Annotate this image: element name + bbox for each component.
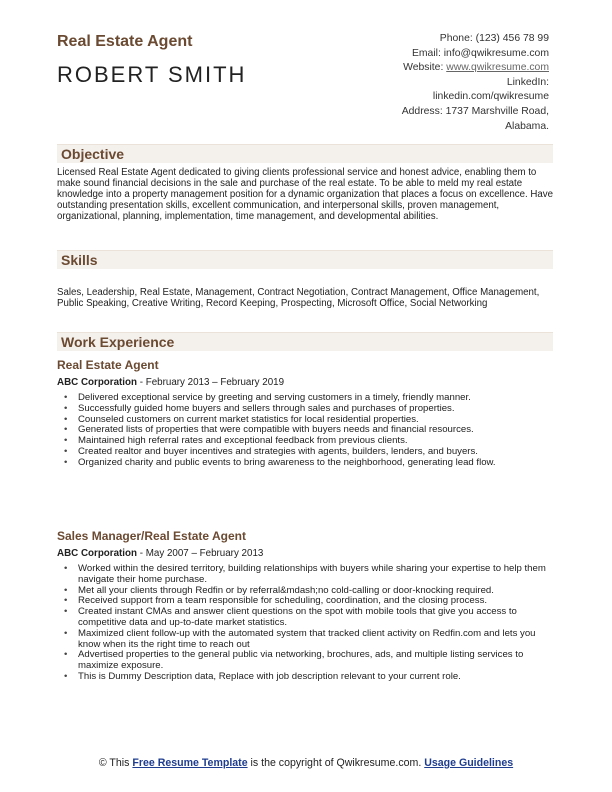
footer-middle: is the copyright of Qwikresume.com.	[247, 757, 425, 769]
list-item: • Successfully guided home buyers and sellers through sales and purchases of properties.	[64, 404, 552, 415]
list-item: • Delivered exceptional service by greeting and serving customers in a timely, friendly manner.	[64, 393, 552, 404]
job-1-dates: - February 2013 – February 2019	[137, 377, 285, 388]
resume-header	[0, 0, 612, 130]
list-item: • Worked within the desired territory, building relationships with buyers while sharing your expertise to help them navigate their home purchase.	[64, 564, 552, 586]
job-1-bullets	[64, 393, 552, 469]
list-item: • Counseled customers on current market statistics for local residential properties.	[64, 415, 552, 426]
website-link[interactable]: www.qwikresume.com	[446, 62, 549, 74]
work-section-bar	[57, 332, 553, 351]
skills-text: Sales, Leadership, Real Estate, Management, Contract Negotiation, Contract Management, Office Management, Public Speaking, Creative Writing, Record Keeping, Prospecting, Microsoft Office, Social Networking	[57, 287, 540, 309]
address-label: Address:	[401, 105, 443, 117]
list-item: • Met all your clients through Redfin or by referral&mdash;no cold-calling or door-knocking required.	[64, 586, 552, 597]
list-item: • This is Dummy Description data, Replace with job description relevant to your current role.	[64, 672, 552, 683]
email-value: info@qwikresume.com	[443, 47, 549, 59]
website-label: Website:	[403, 62, 444, 74]
job-1-company-line	[57, 377, 284, 388]
address-line-2: Alabama.	[505, 120, 549, 132]
header-job-title: Real Estate Agent	[57, 33, 193, 50]
list-item: • Maximized client follow-up with the automated system that tracked client activity on Redfin.com and lets you know when its the right time to reach out	[64, 629, 552, 651]
footer-prefix: © This	[98, 757, 133, 769]
linkedin-value: linkedin.com/qwikresume	[432, 91, 549, 103]
job-2-dates: - May 2007 – February 2013	[137, 548, 264, 559]
objective-section-bar	[57, 144, 553, 163]
objective-heading: Objective	[61, 146, 125, 162]
job-2-company-line	[57, 548, 263, 559]
list-item: • Created instant CMAs and answer client questions on the spot with mobile tools that give you access to competitive data and up-to-date market statistics.	[64, 607, 552, 629]
list-item: • Created realtor and buyer incentives and strategies with agents, builders, lenders, and buyers.	[64, 447, 552, 458]
copyright-footer	[80, 757, 532, 770]
job-2-bullets	[64, 564, 552, 683]
contact-block	[319, 32, 549, 134]
skills-heading: Skills	[61, 252, 98, 268]
job-1-role: Real Estate Agent	[57, 358, 159, 372]
email-label: Email:	[411, 47, 441, 59]
list-item: • Organized charity and public events to bring awareness to the neighborhood, generating lead flow.	[64, 458, 552, 469]
phone-line	[319, 32, 549, 47]
job-1-company: ABC Corporation	[57, 377, 138, 388]
work-heading: Work Experience	[61, 334, 175, 350]
skills-section-bar	[57, 250, 553, 269]
job-2-company: ABC Corporation	[57, 548, 138, 559]
linkedin-label: LinkedIn:	[506, 76, 549, 88]
candidate-name: ROBERT SMITH	[57, 62, 247, 87]
objective-text: Licensed Real Estate Agent dedicated to giving clients professional service and honest advice, enabling them to make sound financial decisions in the sale and purchase of the real estate. To be able to meld my real estate knowledge into a property management position for a dynamic organization that places a focus on excellence. Have outstanding presentation skills, excellent communication, and interpersonal skills, proven management, organizational, planning, implementation, time management, and developmental abilities.	[57, 167, 553, 222]
phone-label: Phone:	[439, 33, 473, 44]
job-2-role: Sales Manager/Real Estate Agent	[57, 529, 246, 543]
list-item: • Advertised properties to the general public via networking, brochures, ads, and multiple listing services to maximize exposure.	[64, 650, 552, 672]
website-line	[319, 61, 549, 76]
email-line	[319, 47, 549, 62]
phone-value: (123) 456 78 99	[475, 33, 549, 44]
address-line-1: 1737 Marshville Road,	[445, 105, 549, 117]
list-item: • Received support from a team responsible for scheduling, coordination, and the closing process.	[64, 596, 552, 607]
list-item: • Maintained high referral rates and exceptional feedback from previous clients.	[64, 436, 552, 447]
usage-guidelines-link[interactable]: Usage Guidelines	[424, 757, 514, 769]
list-item: • Generated lists of properties that were compatible with buyers needs and financial resources.	[64, 425, 552, 436]
free-resume-template-link[interactable]: Free Resume Template	[132, 757, 248, 769]
address-line	[319, 105, 549, 120]
